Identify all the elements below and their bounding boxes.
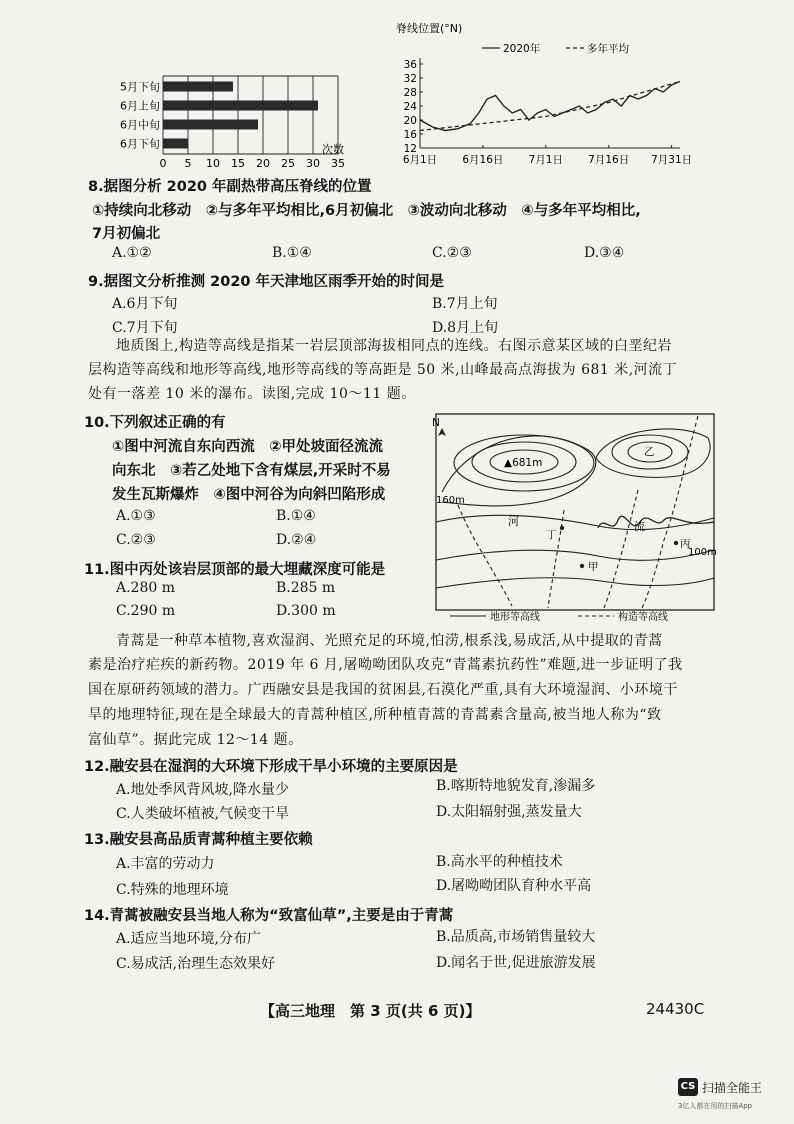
bar-category-label: 6月下旬 — [120, 137, 160, 151]
q12-option-c[interactable]: C.人类破坏植被,气候变干旱 — [116, 806, 290, 822]
passage-10-11-line3: 处有一落差 10 米的瀑布。读图,完成 10～11 题。 — [88, 386, 416, 402]
yi-label: 乙 — [644, 446, 655, 458]
q12-option-a[interactable]: A.地处季风背风坡,降水量少 — [116, 782, 290, 798]
river-label-liu: 流 — [634, 520, 645, 533]
q11-option-d[interactable]: D.300 m — [276, 603, 336, 619]
q11-option-b[interactable]: B.285 m — [276, 580, 336, 596]
legend-2020: 2020年 — [503, 43, 541, 55]
scanner-app-tagline: 3亿人都在用的扫描App — [678, 1102, 753, 1110]
q11-option-c[interactable]: C.290 m — [116, 603, 176, 619]
line-y-tick: 12 — [403, 143, 417, 155]
bing-point — [674, 541, 678, 545]
passage-10-11-line2: 层构造等高线和地形等高线,地形等高线的等高距是 50 米,山峰最高点海拔为 681 米,河流丁 — [88, 362, 678, 378]
line-y-tick: 20 — [403, 115, 417, 127]
q8-option-a[interactable]: A.①② — [112, 245, 152, 261]
line-chart-title: 脊线位置(°N) — [396, 22, 463, 35]
q12-option-d[interactable]: D.太阳辐射强,蒸发量大 — [436, 804, 582, 820]
q13-option-d[interactable]: D.屠呦呦团队育种水平高 — [436, 878, 592, 894]
q12-stem: 12.融安县在湿润的大环境下形成干旱小环境的主要原因是 — [84, 759, 458, 775]
q11-stem: 11.图中丙处该岩层顶部的最大埋藏深度可能是 — [84, 562, 386, 578]
series-average-line — [420, 82, 680, 131]
passage-12-14-line5: 富仙草”。据此完成 12～14 题。 — [88, 732, 303, 748]
q14-option-d[interactable]: D.闻名于世,促进旅游发展 — [436, 955, 596, 971]
page-footer: 【高三地理 第 3 页(共 6 页)】 — [260, 1002, 481, 1020]
bar-category-label: 5月下旬 — [120, 80, 160, 94]
peak-label: ▲681m — [504, 457, 543, 469]
cs-badge-icon: CS — [678, 1078, 698, 1096]
bar — [163, 101, 318, 111]
q13-option-a[interactable]: A.丰富的劳动力 — [116, 856, 215, 872]
q11-option-a[interactable]: A.280 m — [116, 580, 176, 596]
line-x-tick: 7月16日 — [588, 154, 630, 166]
river-label-he: 河 — [508, 515, 519, 528]
q12-option-b[interactable]: B.喀斯特地貌发育,渗漏多 — [436, 778, 596, 794]
legend-terrain: 地形等高线 — [490, 612, 540, 623]
north-label: N — [432, 417, 440, 429]
passage-10-11-line1: 地质图上,构造等高线是指某一岩层顶部海拔相同点的连线。右图示意某区域的白垩纪岩 — [116, 338, 672, 354]
q10-option-b[interactable]: B.①④ — [276, 508, 316, 524]
q14-stem: 14.青蒿被融安县当地人称为“致富仙草”,主要是由于青蒿 — [84, 908, 454, 924]
bar-x-tick: 5 — [184, 157, 192, 170]
line-y-tick: 36 — [403, 59, 417, 71]
scanner-app-name: 扫描全能王 — [702, 1081, 763, 1095]
line-y-tick: 28 — [403, 87, 417, 99]
bar-x-tick: 25 — [281, 157, 295, 170]
passage-12-14-line3: 国在原研药领域的潜力。广西融安县是我国的贫困县,石漠化严重,具有大环境湿润、小环境干 — [88, 682, 678, 698]
q13-option-c[interactable]: C.特殊的地理环境 — [116, 882, 229, 898]
bar-category-label: 6月上旬 — [120, 99, 160, 113]
q9-option-b[interactable]: B.7月上旬 — [432, 296, 498, 312]
bing-label: 丙 — [680, 538, 691, 550]
bar-x-tick: 30 — [306, 157, 320, 170]
ding-point — [560, 526, 564, 530]
line-x-tick: 7月1日 — [528, 154, 563, 166]
bar-chart-xlabel: 次数 — [322, 143, 344, 156]
paper-code: 24430C — [646, 1000, 705, 1018]
q14-option-a[interactable]: A.适应当地环境,分布广 — [116, 931, 262, 947]
jia-point — [580, 564, 584, 568]
line-x-tick: 7月31日 — [651, 154, 692, 166]
passage-12-14-line2: 素是治疗疟疾的新药物。2019 年 6 月,屠呦呦团队攻克“青蒿素抗药性”难题,进一步证明了我 — [88, 657, 683, 673]
ding-label: 丁 — [546, 529, 557, 541]
series-2020-line — [420, 82, 680, 131]
bar — [163, 120, 258, 130]
q14-option-b[interactable]: B.品质高,市场销售量较大 — [436, 929, 596, 945]
q9-option-c[interactable]: C.7月下旬 — [112, 320, 178, 336]
bar-category-label: 6月中旬 — [120, 118, 160, 132]
line-x-tick: 6月1日 — [402, 154, 438, 166]
q10-line2: 向东北 ③若乙处地下含有煤层,开采时不易 — [112, 463, 391, 479]
q9-stem: 9.据图文分析推测 2020 年天津地区雨季开始的时间是 — [88, 274, 445, 290]
q8-statements-line2: 7月初偏北 — [92, 226, 161, 242]
bar-chart — [118, 72, 350, 170]
scanner-watermark — [678, 1076, 782, 1116]
q10-line1: ①图中河流自东向西流 ②甲处坡面径流流 — [112, 439, 384, 455]
line-y-tick: 32 — [403, 73, 417, 85]
legend-average: 多年平均 — [587, 43, 629, 55]
north-arrow-icon — [438, 428, 446, 436]
q10-option-c[interactable]: C.②③ — [116, 532, 156, 548]
bar — [163, 139, 188, 149]
bar-x-tick: 20 — [256, 157, 270, 170]
bar-x-tick: 35 — [331, 157, 345, 170]
q10-option-a[interactable]: A.①③ — [116, 508, 156, 524]
q9-option-a[interactable]: A.6月下旬 — [112, 296, 178, 312]
line-x-tick: 6月16日 — [462, 154, 504, 166]
q8-option-c[interactable]: C.②③ — [432, 245, 472, 261]
line-y-tick: 16 — [403, 129, 417, 141]
legend-structure: 构造等高线 — [618, 612, 668, 623]
line-y-tick: 24 — [403, 101, 417, 113]
bar — [163, 82, 233, 92]
bar-x-tick: 15 — [231, 157, 245, 170]
passage-12-14-line1: 青蒿是一种草本植物,喜欢湿润、光照充足的环境,怕涝,根系浅,易成活,从中提取的青蒿 — [116, 633, 663, 649]
q13-option-b[interactable]: B.高水平的种植技术 — [436, 854, 563, 870]
bar-x-tick: 0 — [159, 157, 167, 170]
q10-stem: 10.下列叙述正确的有 — [84, 415, 226, 431]
contour-160-label: 160m — [436, 495, 465, 506]
q8-option-d[interactable]: D.③④ — [584, 245, 625, 261]
q9-option-d[interactable]: D.8月上旬 — [432, 320, 499, 336]
q13-stem: 13.融安县高品质青蒿种植主要依赖 — [84, 832, 313, 848]
q10-line3: 发生瓦斯爆炸 ④图中河谷为向斜凹陷形成 — [112, 487, 386, 503]
jia-label: 甲 — [588, 561, 599, 573]
bar-x-tick: 10 — [206, 157, 220, 170]
q10-option-d[interactable]: D.②④ — [276, 532, 317, 548]
q8-option-b[interactable]: B.①④ — [272, 245, 312, 261]
q14-option-c[interactable]: C.易成活,治理生态效果好 — [116, 956, 276, 972]
line-chart — [390, 18, 692, 173]
passage-12-14-line4: 旱的地理特征,现在是全球最大的青蒿种植区,所种植青蒿的青蒿素含量高,被当地人称为“致 — [88, 707, 662, 723]
contour-100-label: 100m — [688, 547, 717, 558]
q8-stem: 8.据图分析 2020 年副热带高压脊线的位置 — [88, 179, 372, 195]
contour-map — [428, 410, 718, 632]
q8-statements-line1: ①持续向北移动 ②与多年平均相比,6月初偏北 ③波动向北移动 ④与多年平均相比, — [92, 203, 641, 219]
